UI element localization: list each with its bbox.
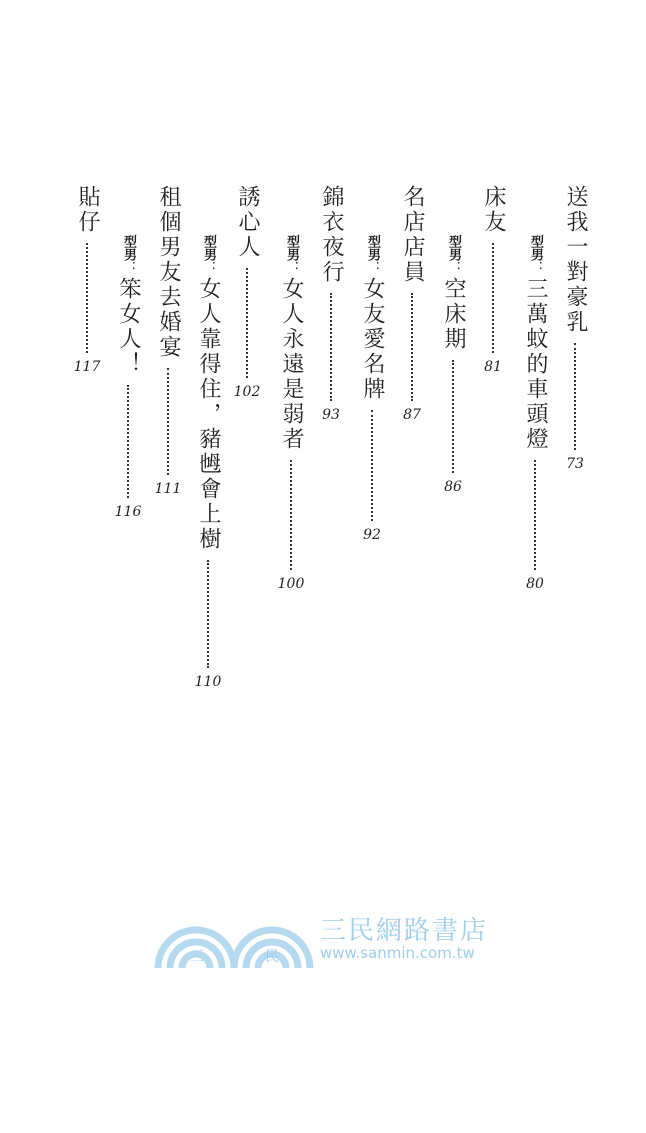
page-number: 117 <box>73 359 101 375</box>
toc-entry[interactable] <box>357 235 387 543</box>
leader-dots <box>371 410 373 521</box>
toc-entry[interactable] <box>560 185 590 472</box>
leader-dots <box>452 360 454 473</box>
entry-title: 租個男友去婚宴 <box>156 185 181 360</box>
page-number: 80 <box>526 576 544 592</box>
toc-entry[interactable] <box>193 235 223 690</box>
page-number: 110 <box>194 674 222 690</box>
colon: ： <box>365 261 380 277</box>
toc-entry[interactable] <box>153 185 183 497</box>
leader-dots <box>167 368 169 475</box>
page-number: 111 <box>154 481 182 497</box>
entry-title: 女人永遠是弱者 <box>279 277 304 452</box>
colon: ： <box>121 261 136 277</box>
page-number: 92 <box>363 527 381 543</box>
leader-dots <box>330 293 332 401</box>
page-number: 81 <box>484 359 502 375</box>
entry-title: 貼仔 <box>75 185 100 235</box>
leader-dots <box>207 560 209 668</box>
page-number: 102 <box>233 384 261 400</box>
leader-dots <box>492 243 494 353</box>
entry-title: 笨女人！ <box>116 277 141 377</box>
page-number: 87 <box>403 407 421 423</box>
toc-entry[interactable] <box>438 235 468 495</box>
logo-char: 民 <box>265 949 279 965</box>
entry-prefix: 型男 <box>446 235 461 261</box>
entry-title: 空床期 <box>441 277 466 352</box>
leader-dots <box>290 460 292 570</box>
page-number: 116 <box>114 504 142 520</box>
entry-title: 女友愛名牌 <box>360 277 385 402</box>
toc-entry[interactable] <box>397 185 427 423</box>
entry-title: 送我一對豪乳 <box>563 185 588 335</box>
toc-entry[interactable] <box>72 185 102 375</box>
colon: ： <box>528 261 543 277</box>
leader-dots <box>86 243 88 353</box>
logo-name: 三民網路書店 <box>320 916 489 946</box>
logo-url[interactable]: www.sanmin.com.tw <box>320 944 475 962</box>
toc-entry[interactable] <box>113 235 143 520</box>
entry-title: 女人靠得住，豬乸會上樹 <box>196 277 221 552</box>
page-number: 86 <box>444 479 462 495</box>
leader-dots <box>127 385 129 498</box>
toc-entry[interactable] <box>232 185 262 400</box>
leader-dots <box>246 268 248 378</box>
page-number: 100 <box>277 576 305 592</box>
entry-prefix: 型男 <box>284 235 299 261</box>
arcs-logo-icon <box>150 908 320 968</box>
entry-title: 誘心人 <box>235 185 260 260</box>
entry-prefix: 型男 <box>121 235 136 261</box>
logo-char: 三 <box>190 949 204 965</box>
toc-entry[interactable] <box>276 235 306 592</box>
sanmin-logo <box>150 908 500 968</box>
colon: ： <box>201 261 216 277</box>
entry-prefix: 型男 <box>528 235 543 261</box>
leader-dots <box>534 460 536 570</box>
colon: ： <box>446 261 461 277</box>
leader-dots <box>574 343 576 450</box>
toc-entry[interactable] <box>478 185 508 375</box>
entry-title: 錦衣夜行 <box>319 185 344 285</box>
leader-dots <box>411 293 413 401</box>
entry-title: 三萬蚊的車頭燈 <box>523 277 548 452</box>
entry-prefix: 型男 <box>201 235 216 261</box>
page-number: 93 <box>322 407 340 423</box>
entry-title: 名店店員 <box>400 185 425 285</box>
toc-entry[interactable] <box>520 235 550 592</box>
page-number: 73 <box>566 456 584 472</box>
entry-title: 床友 <box>481 185 506 235</box>
entry-prefix: 型男 <box>365 235 380 261</box>
toc-entry[interactable] <box>316 185 346 423</box>
colon: ： <box>284 261 299 277</box>
